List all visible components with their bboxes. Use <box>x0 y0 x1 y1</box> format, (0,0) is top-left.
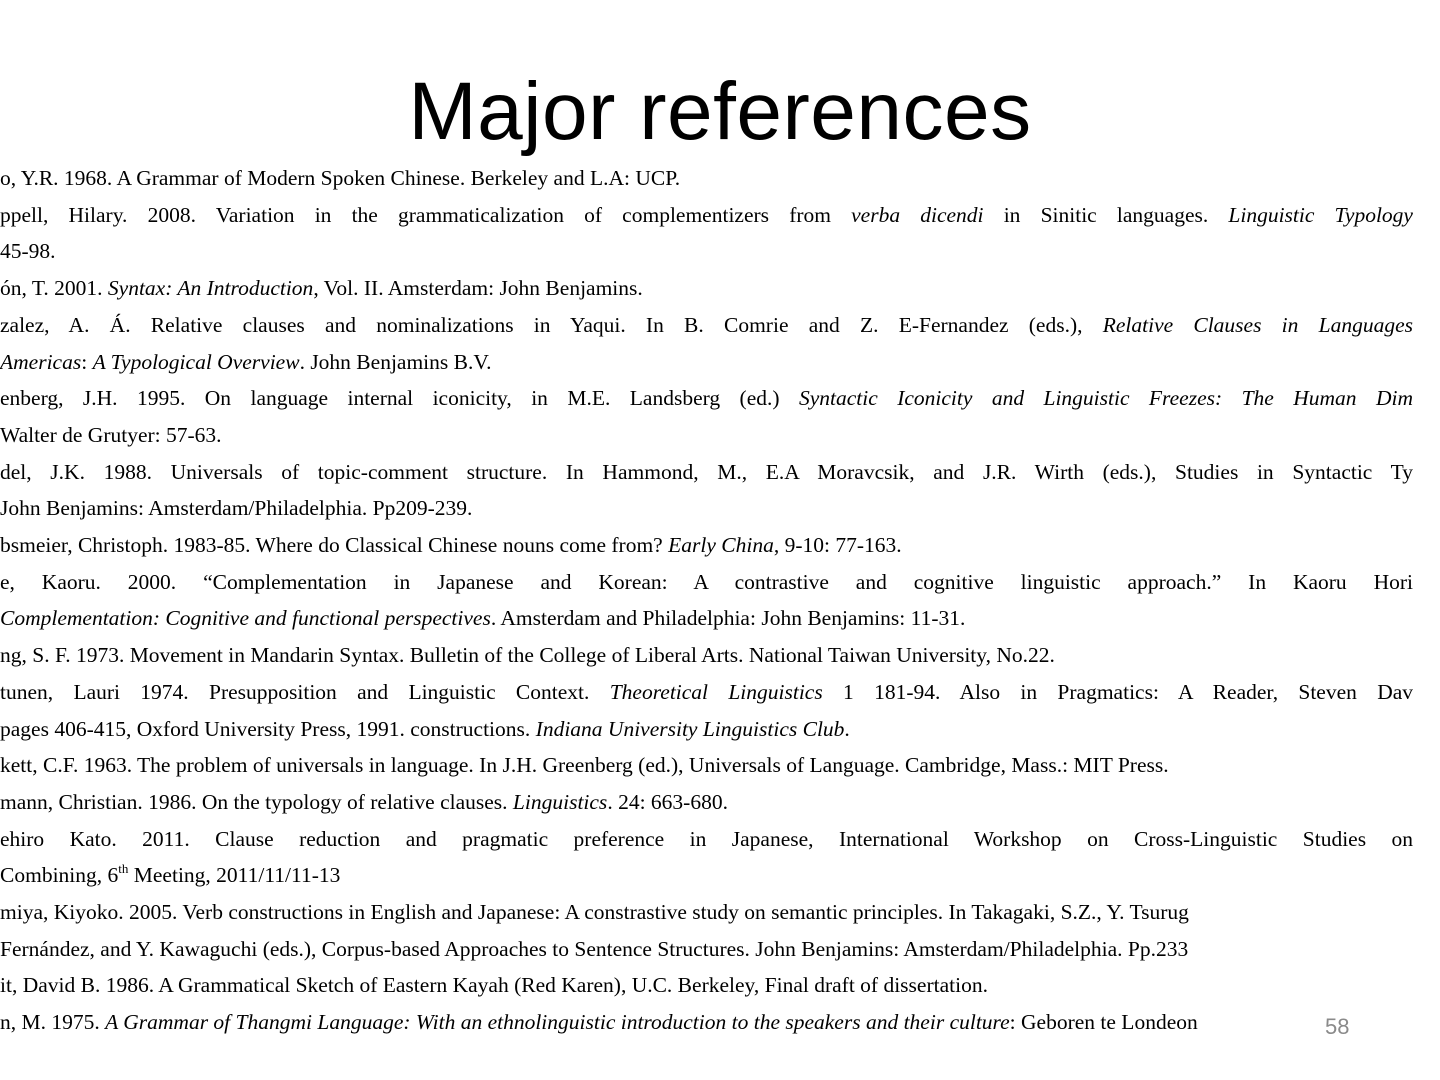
page-number: 58 <box>1325 1014 1350 1039</box>
text-segment: Walter de Grutyer: 57-63. <box>0 422 222 447</box>
text-segment: o, Y.R. 1968. A Grammar of Modern Spoken Chinese. Berkeley and L.A: UCP. <box>0 166 681 190</box>
reference-text <box>0 967 988 1003</box>
reference-text <box>0 490 472 526</box>
reference-text <box>0 233 56 269</box>
reference-line <box>0 747 1413 783</box>
reference-text <box>0 417 222 453</box>
reference-list <box>0 160 1413 1040</box>
italic-text: Americas <box>0 349 82 374</box>
reference-text <box>0 197 1413 233</box>
text-segment: John Benjamins: Amsterdam/Philadelphia. Pp209-239. <box>0 496 473 521</box>
reference-text <box>0 1004 1198 1040</box>
text-segment: : <box>81 349 93 374</box>
slide-title: Major references <box>408 66 1032 157</box>
text-segment: bsmeier, Christoph. 1983-85. Where do Classical Chinese nouns come from? <box>0 533 669 557</box>
text-segment: . Amsterdam and Philadelphia: John Benjamins: 11-31. <box>490 606 966 631</box>
text-segment: ppell, Hilary. 2008. Variation in the grammaticalization of complementizers from <box>0 202 852 227</box>
text-segment: del, J.K. 1988. Universals of topic-comment structure. In Hammond, M., E.A Moravcsik, and J.R. Wirth (eds.), Studies in Syntactic Ty <box>0 459 1413 484</box>
text-segment: it, David B. 1986. A Grammatical Sketch of Eastern Kayah (Red Karen), U.C. Berkeley, Final draft of dissertation. <box>0 973 988 998</box>
reference-line <box>0 784 1413 820</box>
reference-line <box>0 821 1413 857</box>
text-segment: miya, Kiyoko. 2005. Verb constructions in English and Japanese: A constrastive study on semantic principles. In Takagaki, S.Z., Y. Tsurug <box>0 900 1189 924</box>
reference-line <box>0 307 1413 343</box>
reference-text <box>0 454 1413 490</box>
reference-line <box>0 600 1413 636</box>
text-segment: n, M. 1975. <box>0 1010 106 1035</box>
reference-line <box>0 931 1413 967</box>
reference-text <box>0 600 965 636</box>
text-segment: tunen, Lauri 1974. Presupposition and Linguistic Context. <box>0 679 610 704</box>
reference-line <box>0 857 1413 893</box>
reference-line <box>0 197 1413 233</box>
italic-text: Theoretical Linguistics <box>609 679 823 704</box>
italic-text: Complementation: Cognitive and functional perspectives <box>0 606 491 631</box>
reference-line <box>0 674 1413 710</box>
reference-line <box>0 417 1413 453</box>
reference-text <box>0 270 643 306</box>
reference-text <box>0 784 728 820</box>
reference-line <box>0 894 1413 930</box>
reference-text <box>0 857 340 893</box>
superscript-text: th <box>118 861 129 877</box>
text-segment: . 24: 663-680. <box>607 789 728 814</box>
reference-line <box>0 344 1413 380</box>
text-segment: enberg, J.H. 1995. On language internal iconicity, in M.E. Landsberg (ed.) <box>0 386 799 411</box>
reference-text <box>0 307 1413 343</box>
text-segment: 1 181-94. Also in Pragmatics: A Reader, Steven Dav <box>822 679 1413 704</box>
text-segment: 45-98. <box>0 239 56 264</box>
reference-line <box>0 1004 1413 1040</box>
reference-line <box>0 564 1413 600</box>
reference-line <box>0 967 1413 1003</box>
text-segment: , 9-10: 77-163. <box>773 533 902 557</box>
reference-line <box>0 637 1413 673</box>
reference-line <box>0 454 1413 490</box>
italic-text: Early China <box>668 533 774 557</box>
italic-text: Linguistic Typology <box>1228 202 1413 227</box>
text-segment: . John Benjamins B.V. <box>299 349 492 374</box>
text-segment: Combining, 6 <box>0 863 119 888</box>
text-segment: ehiro Kato. 2011. Clause reduction and pragmatic preference in Japanese, International Workshop on Cross-Linguistic Studies on <box>0 826 1413 851</box>
text-segment: : Geboren te Londeon <box>1009 1010 1198 1035</box>
text-segment: zalez, A. Á. Relative clauses and nominalizations in Yaqui. In B. Comrie and Z. E-Fernandez (eds.), <box>0 312 1103 337</box>
reference-text <box>0 564 1413 600</box>
italic-text: Indiana University Linguistics Club <box>535 716 845 741</box>
italic-text: Linguistics <box>512 789 608 814</box>
text-segment: pages 406-415, Oxford University Press, 1991. constructions. <box>0 716 536 741</box>
italic-text: verba dicendi <box>851 202 984 227</box>
italic-text: A Typological Overview <box>92 349 300 374</box>
reference-line <box>0 380 1413 416</box>
text-segment: ón, T. 2001. <box>0 276 108 301</box>
text-segment: in Sinitic languages. <box>983 202 1229 227</box>
reference-text <box>0 747 1169 783</box>
text-segment: , Vol. II. Amsterdam: John Benjamins. <box>313 276 643 301</box>
reference-line <box>0 711 1413 747</box>
reference-text <box>0 160 680 196</box>
text-segment: ng, S. F. 1973. Movement in Mandarin Syntax. Bulletin of the College of Liberal Arts. National Taiwan University, No.22. <box>0 643 1055 668</box>
text-segment: Fernández, and Y. Kawaguchi (eds.), Corpus-based Approaches to Sentence Structures. John Benjamins: Amsterdam/Philadelphia. Pp.233 <box>0 936 1189 961</box>
text-segment: kett, C.F. 1963. The problem of universals in language. In J.H. Greenberg (ed.), Universals of Language. Cambridge, Mass.: MIT Press. <box>0 753 1169 778</box>
reference-text <box>0 344 492 380</box>
reference-line <box>0 270 1413 306</box>
italic-text: A Grammar of Thangmi Language: With an ethnolinguistic introduction to the speakers and their culture <box>105 1010 1010 1035</box>
reference-line <box>0 490 1413 526</box>
reference-text <box>0 931 1188 967</box>
italic-text: Relative Clauses in Languages <box>1102 312 1413 337</box>
reference-text <box>0 711 850 747</box>
reference-text <box>0 894 1189 930</box>
reference-text <box>0 380 1413 416</box>
text-segment: mann, Christian. 1986. On the typology of relative clauses. <box>0 789 513 814</box>
reference-text <box>0 637 1055 673</box>
text-segment: . <box>844 716 850 741</box>
reference-line <box>0 527 1413 563</box>
italic-text: Syntactic Iconicity and Linguistic Freezes: The Human Dim <box>798 386 1413 411</box>
reference-text <box>0 674 1413 710</box>
reference-text <box>0 821 1413 857</box>
reference-text <box>0 527 902 563</box>
text-segment: Meeting, 2011/11/11-13 <box>128 863 341 888</box>
reference-line <box>0 160 1413 196</box>
text-segment: e, Kaoru. 2000. “Complementation in Japanese and Korean: A contrastive and cognitive linguistic approach.” In Kaoru Hori <box>0 569 1413 594</box>
italic-text: Syntax: An Introduction <box>107 276 314 301</box>
reference-line <box>0 233 1413 269</box>
